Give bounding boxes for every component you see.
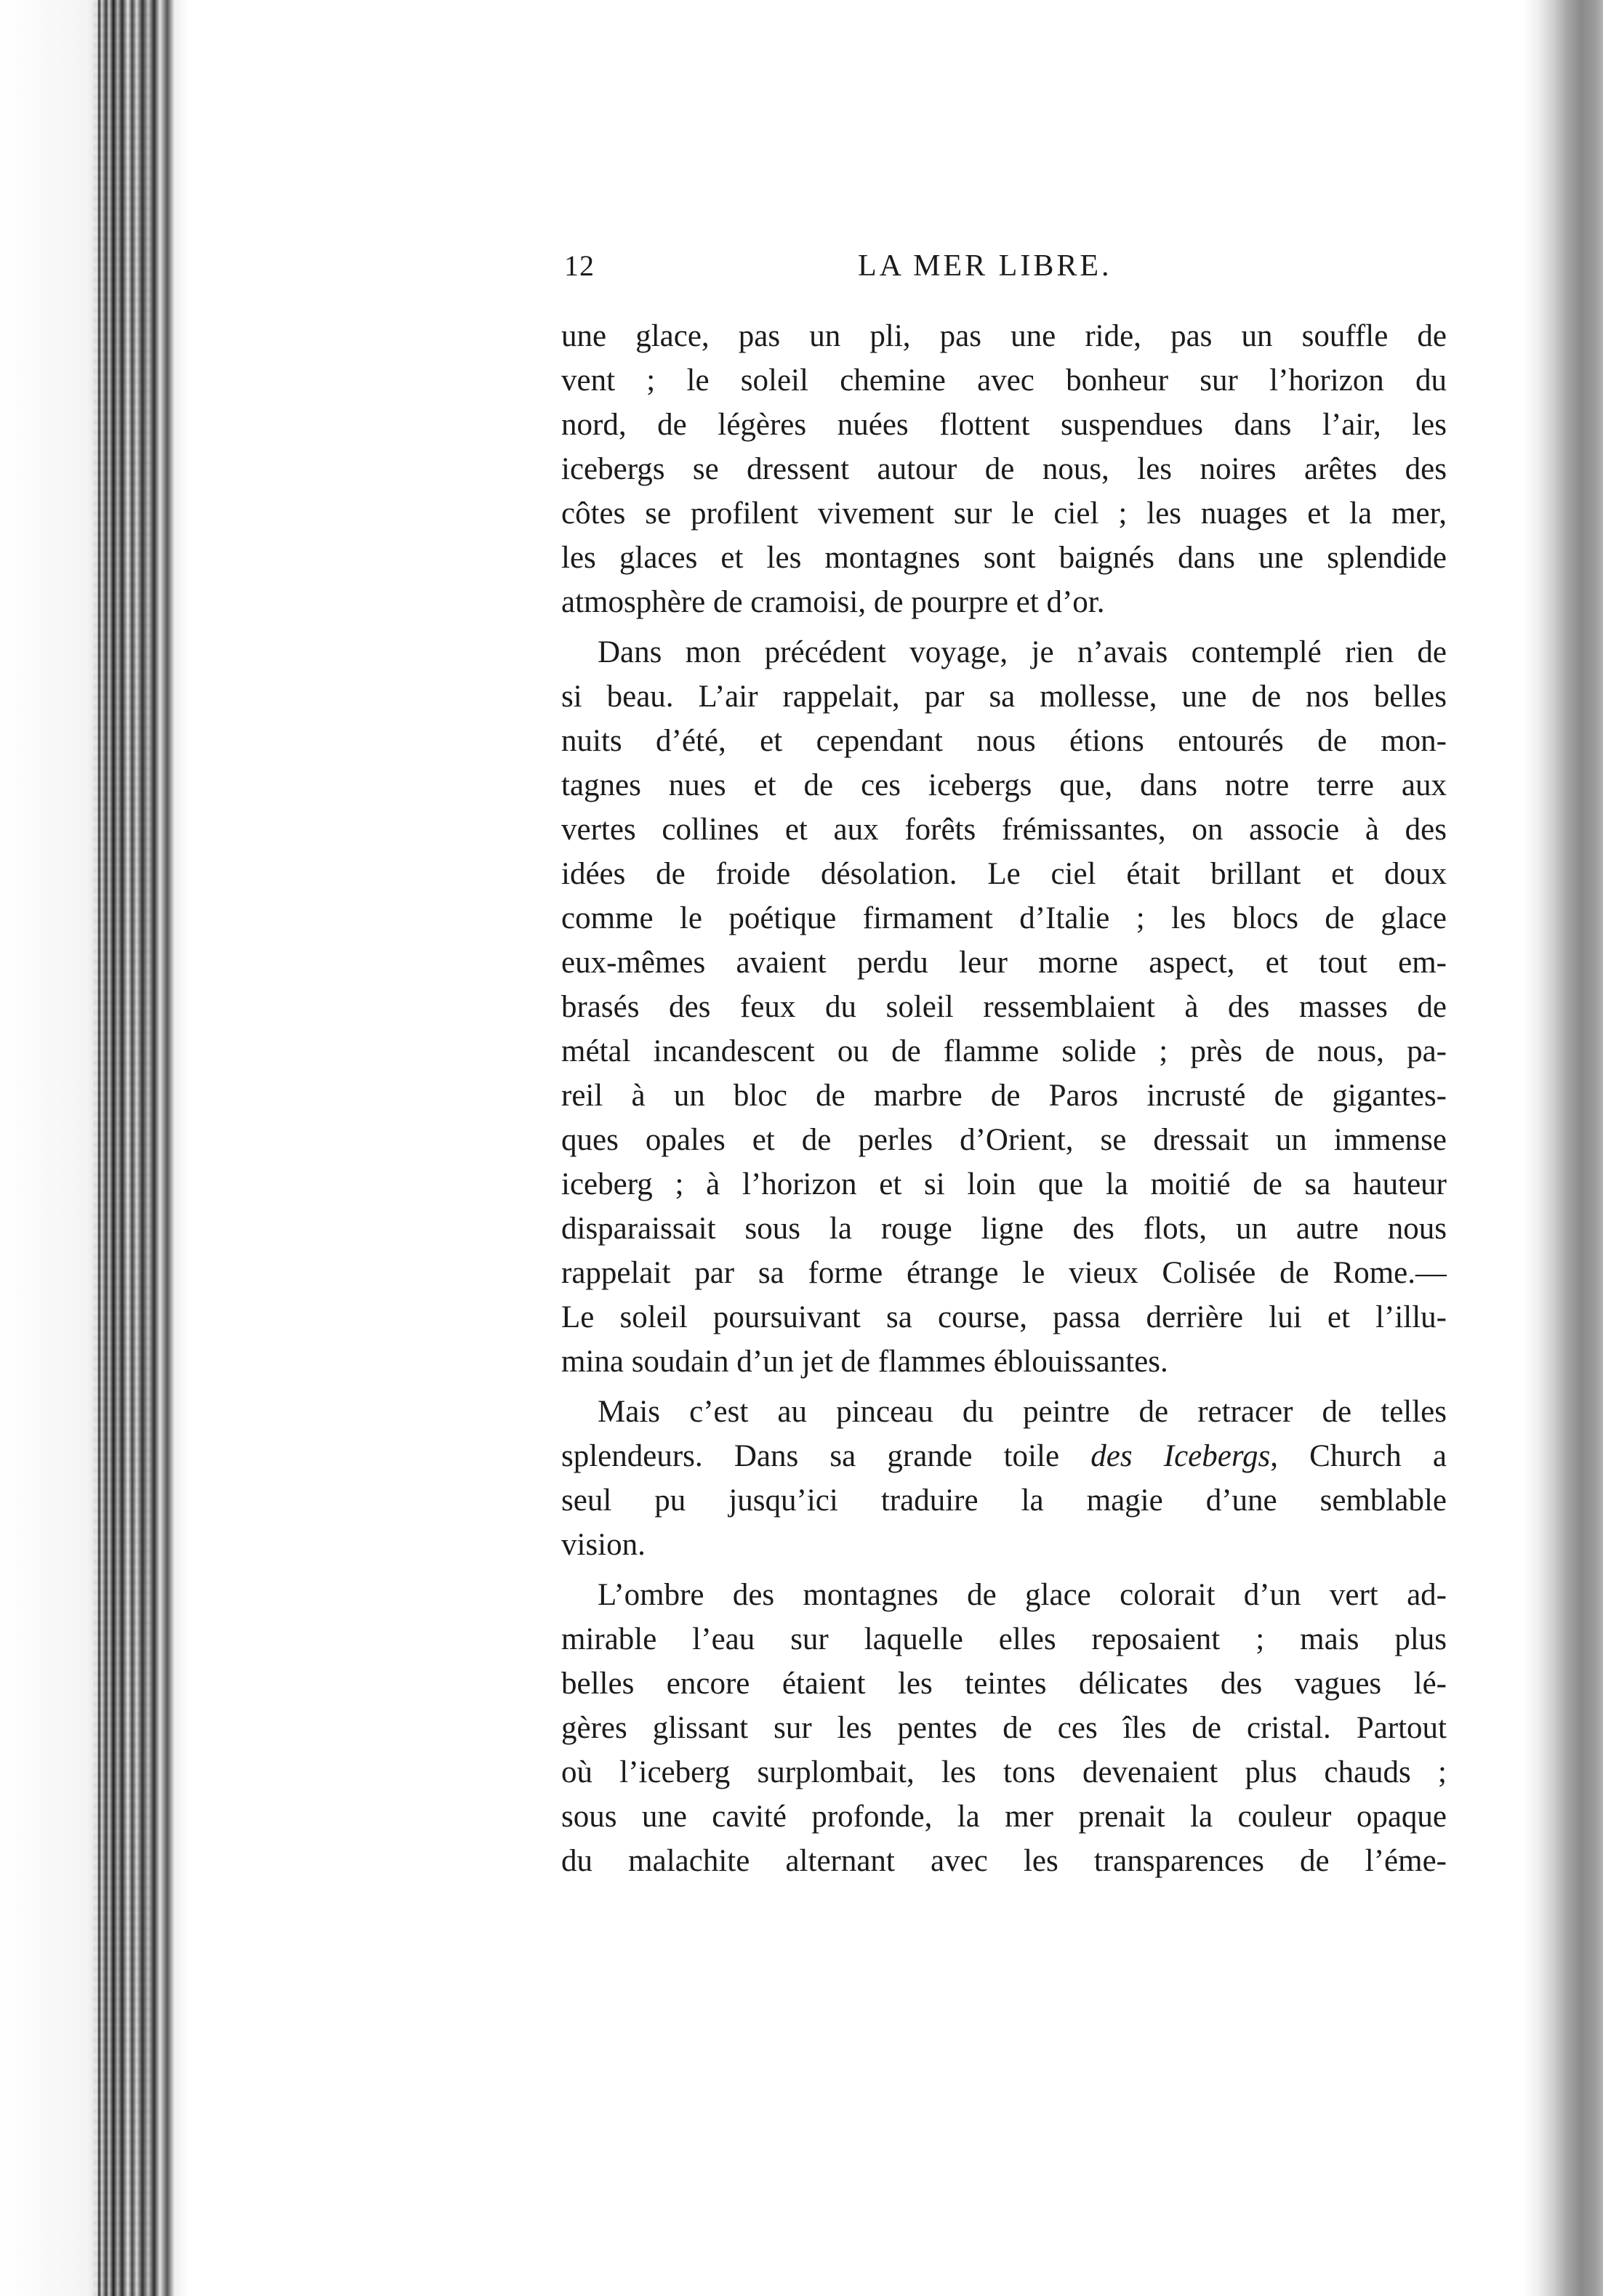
text-line: tagnes nues et de ces icebergs que, dans notre terre aux [561, 768, 1447, 802]
page-right-edge [1523, 0, 1603, 2296]
text-line: icebergs se dressent autour de nous, les noires arêtes des [561, 452, 1447, 486]
text-line: Dans mon précédent voyage, je n’avais contemplé rien de [598, 635, 1447, 669]
text-line: gères glissant sur les pentes de ces îles de cristal. Partout [561, 1711, 1447, 1745]
running-title: LA MER LIBRE. [858, 249, 1112, 283]
paragraph [561, 1573, 1447, 1883]
text-line: où l’iceberg surplombait, les tons devenaient plus chauds ; [561, 1755, 1447, 1789]
text-line: nord, de légères nuées flottent suspendues dans l’air, les [561, 408, 1447, 442]
text-line: iceberg ; à l’horizon et si loin que la moitié de sa hauteur [561, 1167, 1447, 1201]
text-line: atmosphère de cramoisi, de pourpre et d’or. [561, 585, 1105, 619]
text-line: si beau. L’air rappelait, par sa mollesse, une de nos belles [561, 680, 1447, 714]
text-line: les glaces et les montagnes sont baignés dans une splendide [561, 541, 1447, 575]
body-text [561, 314, 1447, 1883]
text-line: L’ombre des montagnes de glace colorait d’un vert ad- [598, 1578, 1447, 1612]
text-line: nuits d’été, et cependant nous étions entourés de mon- [561, 724, 1447, 758]
text-line: Mais c’est au pinceau du peintre de retracer de telles [598, 1395, 1447, 1429]
text-line: belles encore étaient les teintes délicates des vagues lé- [561, 1667, 1447, 1701]
text-line: vision. [561, 1528, 646, 1562]
text-line: côtes se profilent vivement sur le ciel ; les nuages et la mer, [561, 496, 1447, 531]
text-line: brasés des feux du soleil ressemblaient à des masses de [561, 990, 1447, 1024]
text-line: sous une cavité profonde, la mer prenait la couleur opaque [561, 1800, 1447, 1834]
text-line: métal incandescent ou de flamme solide ; près de nous, pa- [561, 1034, 1447, 1068]
page-number: 12 [564, 249, 595, 282]
text-line: Le soleil poursuivant sa course, passa derrière lui et l’illu- [561, 1300, 1447, 1334]
text-line: une glace, pas un pli, pas une ride, pas un souffle de [561, 319, 1447, 353]
text-line: ques opales et de perles d’Orient, se dressait un immense [561, 1123, 1447, 1157]
text-line: reil à un bloc de marbre de Paros incrusté de gigantes- [561, 1079, 1447, 1113]
paragraph [561, 1390, 1447, 1567]
text-line: mina soudain d’un jet de flammes éblouissantes. [561, 1345, 1168, 1379]
text-line: disparaissait sous la rouge ligne des flots, un autre nous [561, 1212, 1447, 1246]
text-line: vent ; le soleil chemine avec bonheur sur l’horizon du [561, 363, 1447, 398]
text-line: du malachite alternant avec les transparences de l’éme- [561, 1844, 1447, 1878]
paragraph [561, 630, 1447, 1384]
text-line: rappelait par sa forme étrange le vieux Colisée de Rome.— [561, 1256, 1447, 1290]
text-line: seul pu jusqu’ici traduire la magie d’une semblable [561, 1483, 1447, 1518]
text-line: comme le poétique firmament d’Italie ; les blocs de glace [561, 901, 1447, 935]
running-head [564, 249, 1448, 289]
text-line-with-italic: splendeurs. Dans sa grande toile des Icebergs, Church a [561, 1439, 1447, 1473]
text-line: eux-mêmes avaient perdu leur morne aspect, et tout em- [561, 946, 1447, 980]
text-line: idées de froide désolation. Le ciel était brillant et doux [561, 857, 1447, 891]
binding-shadow [93, 0, 151, 2296]
paragraph [561, 314, 1447, 624]
italic-title: des Icebergs [1090, 1439, 1271, 1473]
text-line: vertes collines et aux forêts frémissantes, on associe à des [561, 813, 1447, 847]
text-line: mirable l’eau sur laquelle elles reposaient ; mais plus [561, 1622, 1447, 1656]
